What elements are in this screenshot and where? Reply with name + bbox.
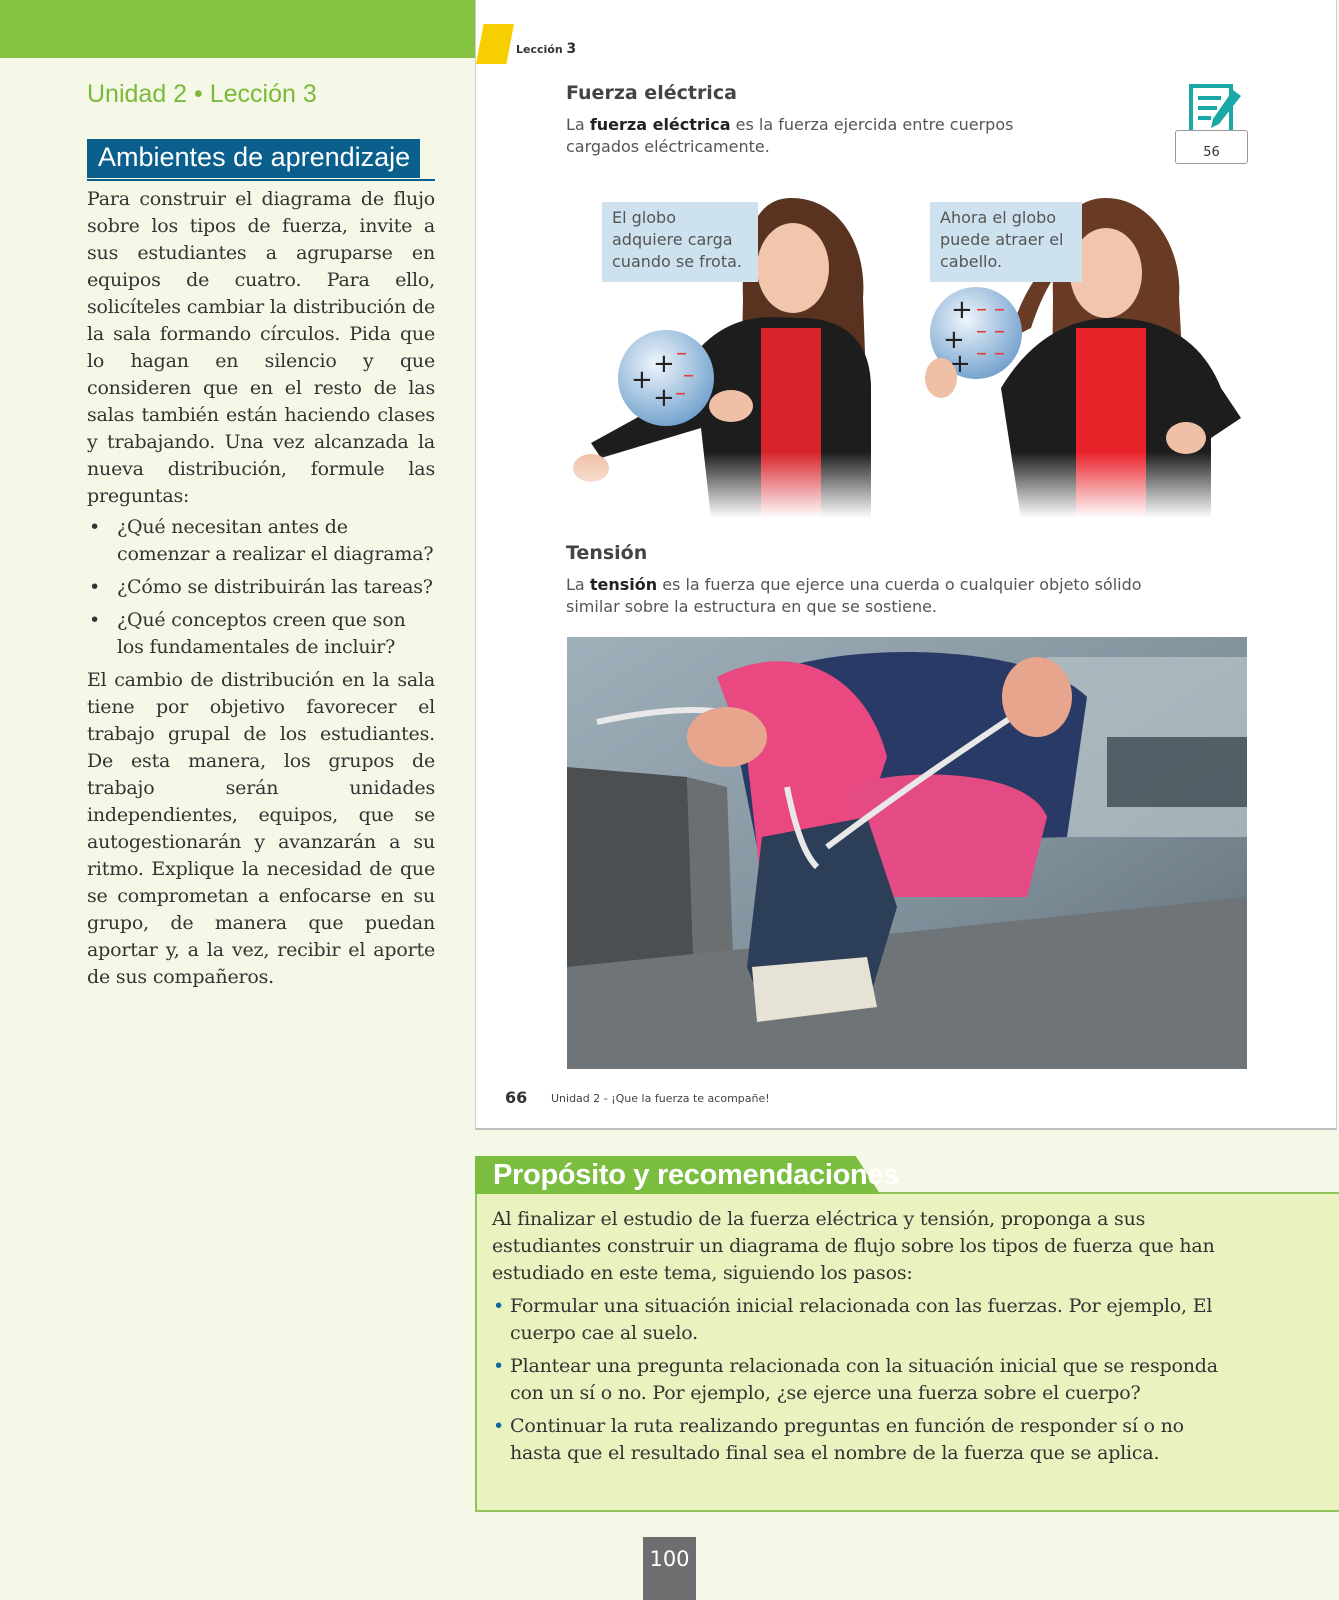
balloon-caption-1: El globo adquiere carga cuando se frota. (602, 202, 758, 282)
proposito-intro: Al finalizar el estudio de la fuerza eléctrica y tensión, proponga a sus estudiantes construir un diagrama de flujo sobre los tipos de fuerza que han estudiado en este tema, siguiendo los pasos: (492, 1208, 1215, 1284)
shoelace-photo (567, 637, 1247, 1069)
list-item: • Continuar la ruta realizando preguntas en función de responder sí o no hasta que el resultado final sea el nombre de la fuerza que se aplica. (510, 1413, 1218, 1467)
proposito-title: Propósito y recomendaciones (493, 1159, 900, 1191)
book-page-footer: Unidad 2 - ¡Que la fuerza te acompañe! (551, 1092, 770, 1105)
list-item: • Plantear una pregunta relacionada con la situación inicial que se responda con un sí o no. Por ejemplo, ¿se ejerce una fuerza sobre el cuerpo? (510, 1353, 1218, 1407)
tension-text-pre: La (566, 575, 585, 594)
lesson-tab-marker (476, 24, 514, 64)
left-paragraph-1: Para construir el diagrama de flujo sobre los tipos de fuerza, invite a sus estudiantes a agruparse en equipos de cuatro. Para ello, solicíteles cambiar la distribución de la sala formando círculos. Pida que lo hagan en silencio y que consideren que en el resto de las salas también están haciendo clases y trabajando. Una vez alcanzada la nueva distribución, formule las preguntas: (87, 188, 435, 507)
lesson-label (516, 41, 576, 57)
fuerza-text-pre: La (566, 115, 585, 134)
left-paragraph-2: El cambio de distribución en la sala tiene por objetivo favorecer el trabajo grupal de los estudiantes. De esta manera, los grupos de trabajo serán unidades independientes, equipos, que se autogestionarán y avanzarán a su ritmo. Explique la necesidad de que se comprometan a enfocarse en su grupo, de manera que puedan aportar y, a la vez, recibir el aporte de sus compañeros. (87, 669, 435, 988)
tension-text (566, 574, 1166, 618)
fuerza-heading: Fuerza eléctrica (566, 82, 737, 104)
lesson-number: 3 (566, 41, 577, 57)
question-list (87, 514, 435, 661)
book-page-number: 66 (505, 1088, 528, 1107)
activity-page-number: 56 (1203, 145, 1220, 160)
fuerza-term: fuerza eléctrica (589, 115, 731, 134)
fuerza-text (566, 114, 1026, 158)
tension-heading: Tensión (566, 542, 648, 564)
section-title-bar (87, 139, 435, 181)
fuerza-text-post: es la fuerza ejercida entre cuerpos cargados eléctricamente. (566, 115, 1014, 156)
tension-term: tensión (589, 575, 658, 594)
lesson-label-text: Lección (516, 43, 563, 56)
proposito-body (492, 1206, 1218, 1473)
tension-text-post: es la fuerza que ejerce una cuerda o cualquier objeto sólido similar sobre la estructura en que se sostiene. (566, 575, 1142, 616)
list-item: • ¿Cómo se distribuirán las tareas? (117, 574, 435, 601)
left-body (87, 186, 435, 995)
section-title: Ambientes de aprendizaje (87, 139, 420, 178)
balloon-caption-2: Ahora el globo puede atraer el cabello. (930, 202, 1082, 282)
guide-page-number: 100 (643, 1537, 696, 1600)
top-green-bar (0, 0, 476, 58)
activity-page-box (1175, 130, 1248, 164)
list-item: • Formular una situación inicial relacionada con las fuerzas. Por ejemplo, El cuerpo cae al suelo. (510, 1293, 1218, 1347)
list-item: • ¿Qué necesitan antes de comenzar a realizar el diagrama? (117, 514, 435, 568)
proposito-steps (492, 1293, 1218, 1467)
unit-title: Unidad 2 • Lección 3 (87, 80, 317, 108)
book-page (475, 0, 1337, 1130)
list-item: • ¿Qué conceptos creen que son los fundamentales de incluir? (117, 607, 435, 661)
